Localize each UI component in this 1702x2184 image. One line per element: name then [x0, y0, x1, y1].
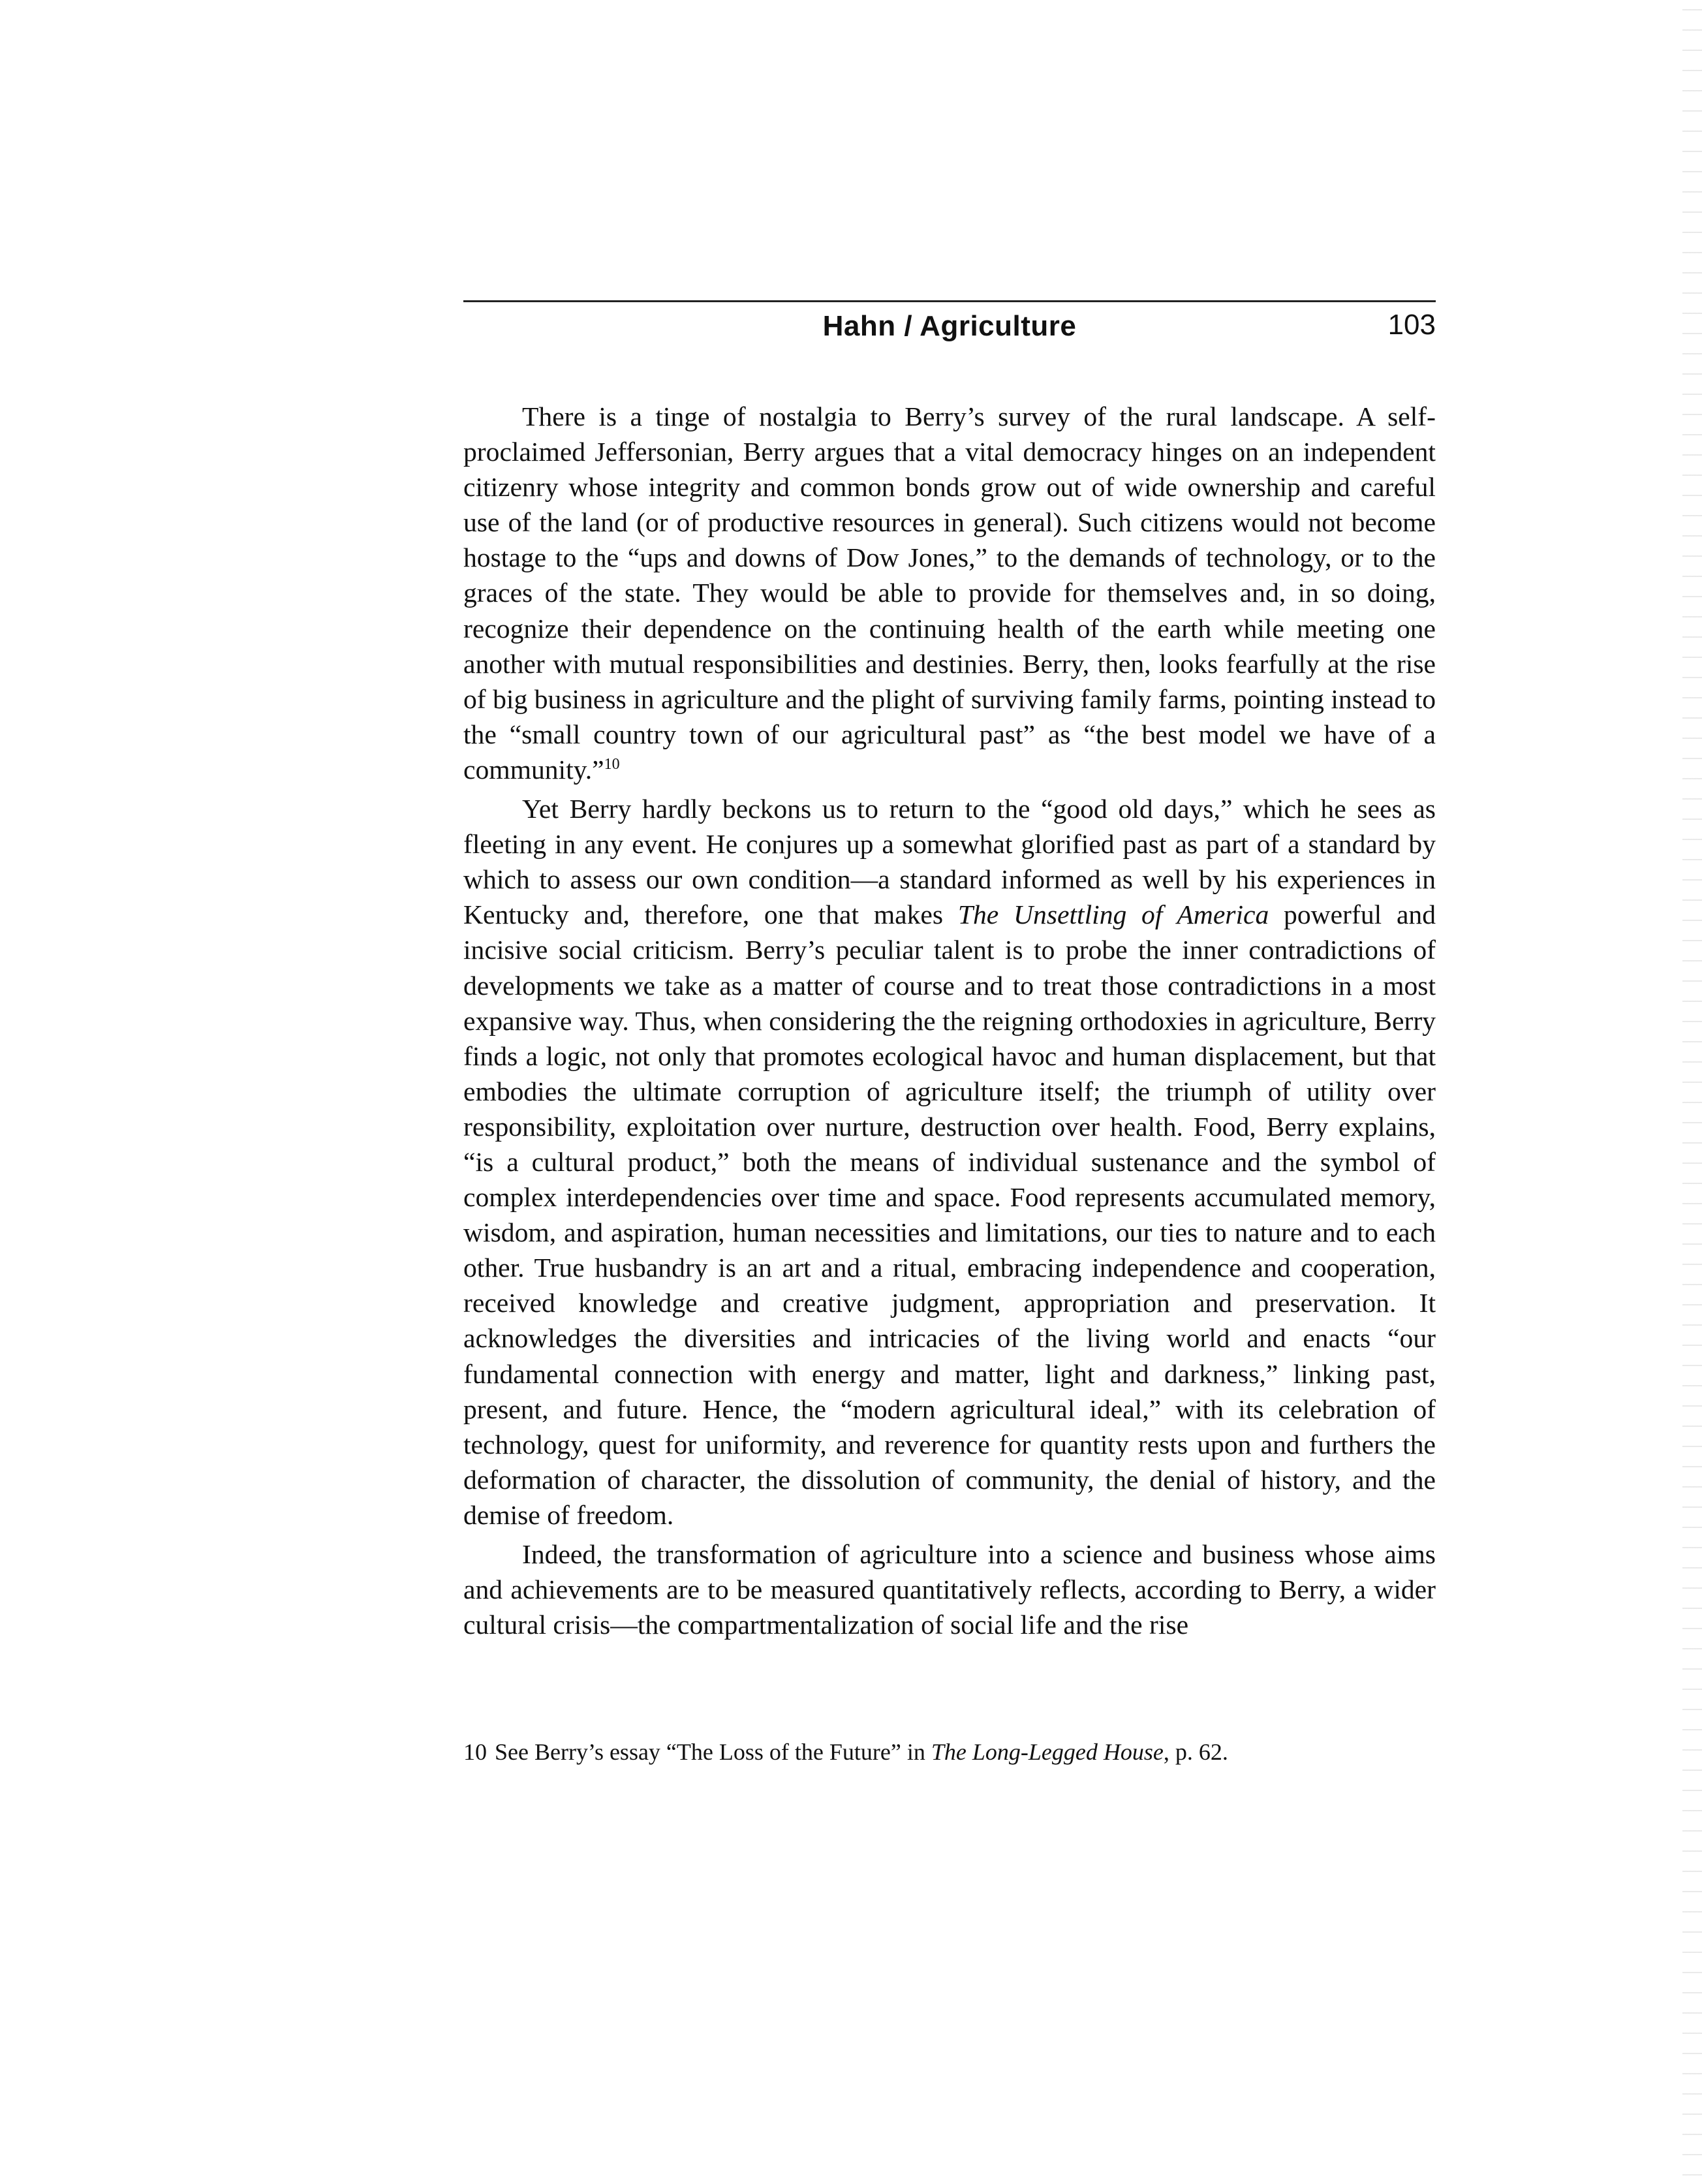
footnote-number: 10 [463, 1739, 487, 1766]
paragraph-1 [463, 399, 1436, 787]
paragraph-3 [463, 1537, 1436, 1642]
running-head: Hahn / Agriculture [822, 310, 1077, 342]
page-number: 103 [1387, 309, 1436, 341]
footnote-text-a: See Berry’s essay “The Loss of the Future” in [495, 1739, 931, 1766]
footnote-book-title: The Long-Legged House [931, 1739, 1164, 1766]
paragraph-2 [463, 791, 1436, 1533]
scan-edge-right [1682, 0, 1702, 2184]
book-title-unsettling: The Unsettling of America [957, 899, 1269, 930]
body-text [463, 399, 1436, 1642]
footnote [463, 1737, 1436, 1767]
document-page [463, 300, 1436, 1767]
page-header [463, 300, 1436, 348]
footnote-text-b: , p. 62. [1163, 1739, 1228, 1766]
paragraph-2-text-a: Yet Berry hardly beckons us to return to the “good old days,” which he sees as fleeting in any event. He conjures up a somewhat glorified past as part of a standard by which to assess our own condition—a standard informed as well by his experiences in Kentucky and, therefore, one that makes [463, 794, 1436, 930]
paragraph-1-text: There is a tinge of nostalgia to Berry’s survey of the rural landscape. A self-proclaimed Jeffersonian, Berry argues that a vital democracy hinges on an independent citizenry whose integrity and common bonds grow out of wide ownership and careful use of the land (or of productive resources in general). Such citizens would not become hostage to the “ups and downs of Dow Jones,” to the demands of technology, or to the graces of the state. They would be able to provide for themselves and, in so doing, recognize their dependence on the continuing health of the earth while meeting one another with mutual responsibilities and destinies. Berry, then, looks fearfully at the rise of big business in agriculture and the plight of surviving family farms, pointing instead to the “small country town of our agricultural past” as “the best model we have of a community.” [463, 401, 1436, 785]
paragraph-3-text: Indeed, the transformation of agriculture into a science and business whose aims and achievements are to be measured quantitatively reflects, according to Berry, a wider cultural crisis—the compartmentalization of social life and the rise [463, 1539, 1436, 1640]
footnote-ref-10: 10 [604, 756, 620, 773]
paragraph-2-text-b: powerful and incisive social criticism. Berry’s peculiar talent is to probe the inner contradictions of developments we take as a matter of course and to treat those contradictions in a most expansive way. Thus, when considering the the reigning orthodoxies in agriculture, Berry finds a logic, not only that promotes ecological havoc and human displacement, but that embodies the ultimate corruption of agriculture itself; the triumph of utility over responsibility, exploitation over nurture, destruction over health. Food, Berry explains, “is a cultural product,” both the means of individual sustenance and the symbol of complex interdependencies over time and space. Food represents accumulated memory, wisdom, and aspiration, human necessities and limitations, our ties to nature and to each other. True husbandry is an art and a ritual, embracing independence and cooperation, received knowledge and creative judgment, appropriation and preservation. It acknowledges the diversities and intricacies of the living world and enacts “our fundamental connection with energy and matter, light and darkness,” linking past, present, and future. Hence, the “modern agricultural ideal,” with its celebration of technology, quest for uniformity, and reverence for quantity rests upon and furthers the deformation of character, the dissolution of community, the denial of history, and the demise of freedom. [463, 899, 1436, 1530]
